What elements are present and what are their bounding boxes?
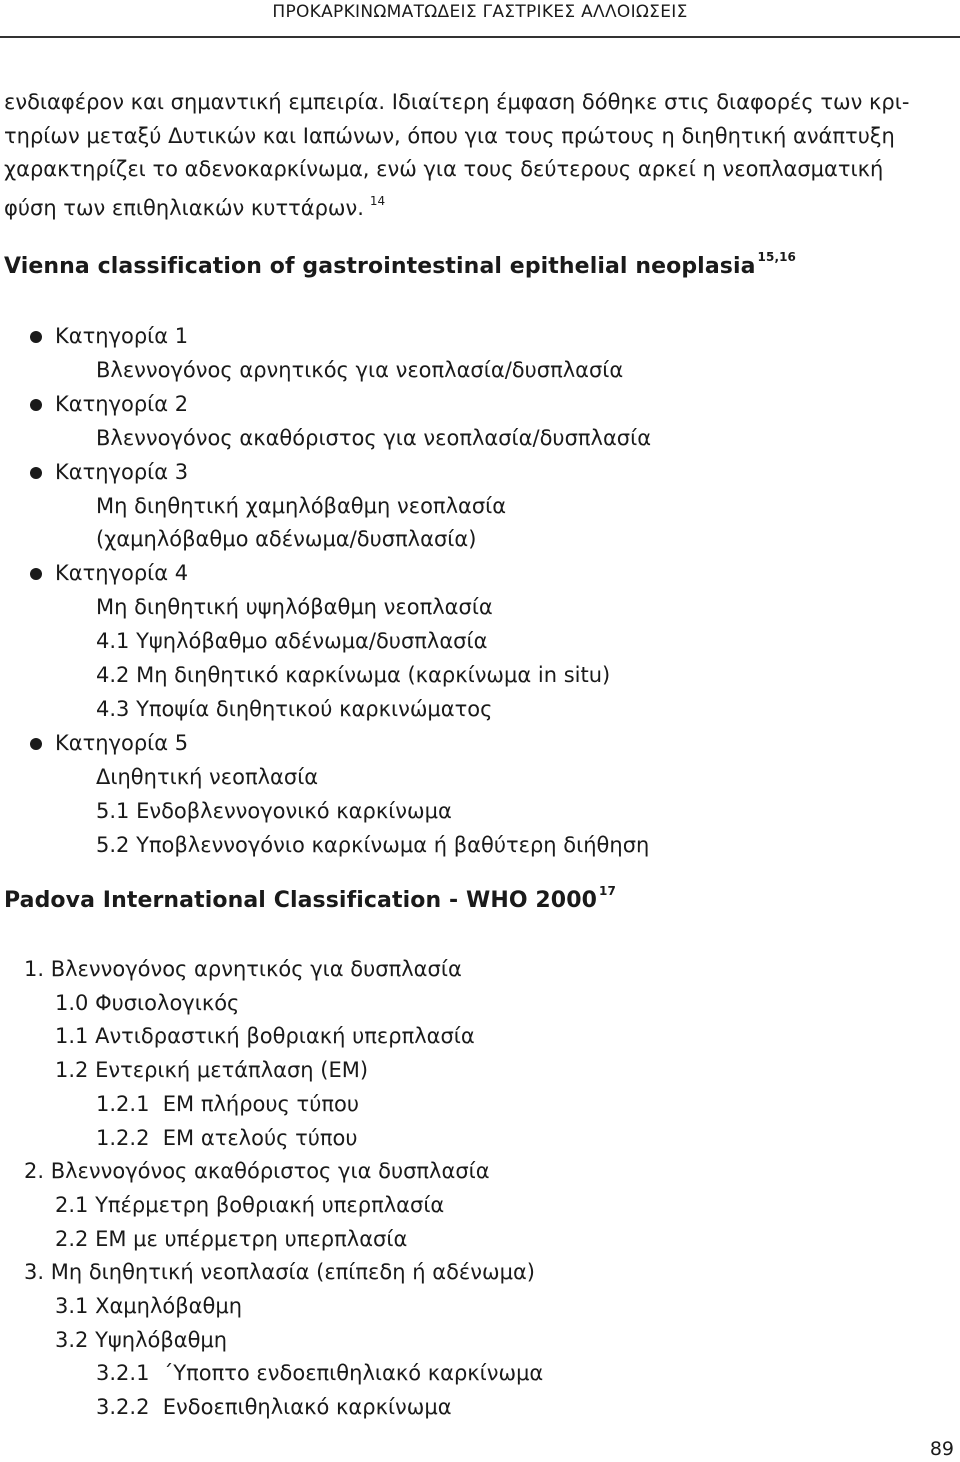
- padova-item-level-2: 1.2.1 ΕΜ πλήρους τύπου: [96, 1091, 359, 1116]
- intro-paragraph: [4, 86, 956, 225]
- vienna-item: 4.3 Υποψία διηθητικού καρκινώματος: [96, 696, 493, 721]
- vienna-category: Κατηγορία 4: [55, 561, 189, 586]
- running-header: ΠΡΟΚΑΡΚΙΝΩΜΑΤΩΔΕΙΣ ΓΑΣΤΡΙΚΕΣ ΑΛΛΟΙΩΣΕΙΣ: [272, 2, 688, 22]
- header-rule: [0, 36, 960, 38]
- vienna-item: 4.2 Μη διηθητικό καρκίνωμα (καρκίνωμα in situ): [96, 663, 611, 687]
- padova-item-level-2: 1.2.2 ΕΜ ατελούς τύπου: [96, 1125, 358, 1150]
- padova-item-level-1: 3.2 Υψηλόβαθμη: [55, 1327, 228, 1352]
- padova-item-level-1: 1.0 Φυσιολογικός: [55, 990, 240, 1015]
- vienna-item: Διηθητική νεοπλασία: [96, 764, 319, 789]
- page-number: 89: [929, 1438, 954, 1460]
- padova-heading: [4, 884, 616, 913]
- padova-item-level-1: 1.2 Εντερική μετάπλαση (ΕΜ): [55, 1058, 369, 1083]
- vienna-heading-text: Vienna classification of gastrointestinal epithelial neoplasia: [4, 254, 756, 279]
- padova-item-level-0: 2. Βλεννογόνος ακαθόριστος για δυσπλασία: [24, 1159, 490, 1184]
- vienna-item: Βλεννογόνος αρνητικός για νεοπλασία/δυσπλασία: [96, 357, 624, 382]
- vienna-heading: [4, 250, 796, 279]
- bullet-icon: [30, 738, 42, 750]
- bullet-icon: [30, 331, 42, 343]
- vienna-category: Κατηγορία 1: [55, 324, 189, 348]
- padova-item-level-2: 3.2.2 Ενδοεπιθηλιακό καρκίνωμα: [96, 1395, 452, 1420]
- intro-reference: 14: [369, 193, 386, 208]
- padova-item-level-1: 1.1 Αντιδραστική βοθριακή υπερπλασία: [55, 1024, 475, 1049]
- padova-item-level-0: 1. Βλεννογόνος αρνητικός για δυσπλασία: [24, 957, 462, 981]
- vienna-item: Μη διηθητική υψηλόβαθμη νεοπλασία: [96, 595, 493, 620]
- vienna-item: 5.1 Ενδοβλεννογονικό καρκίνωμα: [96, 798, 452, 823]
- padova-reference: 17: [599, 884, 616, 898]
- vienna-item: Βλεννογόνος ακαθόριστος για νεοπλασία/δυσπλασία: [96, 425, 652, 450]
- intro-line-text: φύση των επιθηλιακών κυττάρων.: [4, 195, 364, 220]
- vienna-item: 5.2 Υποβλεννογόνιο καρκίνωμα ή βαθύτερη διήθηση: [96, 832, 650, 857]
- padova-item-level-0: 3. Μη διηθητική νεοπλασία (επίπεδη ή αδένωμα): [24, 1260, 535, 1285]
- intro-line: [4, 187, 956, 226]
- bullet-icon: [30, 399, 42, 411]
- padova-item-level-1: 2.1 Υπέρμετρη βοθριακή υπερπλασία: [55, 1192, 445, 1217]
- padova-heading-text: Padova International Classification - WHO 2000: [4, 888, 598, 913]
- vienna-category: Κατηγορία 2: [55, 391, 189, 416]
- vienna-item: 4.1 Υψηλόβαθμο αδένωμα/δυσπλασία: [96, 629, 488, 654]
- padova-item-level-1: 3.1 Χαμηλόβαθμη: [55, 1294, 243, 1318]
- padova-item-level-2: 3.2.1 ΄Υποπτο ενδοεπιθηλιακό καρκίνωμα: [96, 1361, 544, 1386]
- vienna-item: (χαμηλόβαθμο αδένωμα/δυσπλασία): [96, 527, 477, 552]
- intro-line: χαρακτηρίζει το αδενοκαρκίνωμα, ενώ για τους δεύτερους αρκεί η νεοπλασματική: [4, 157, 884, 181]
- intro-line: ενδιαφέρον και σημαντική εμπειρία. Ιδιαίτερη έμφαση δόθηκε στις διαφορές των κρι-: [4, 90, 910, 114]
- bullet-icon: [30, 568, 42, 580]
- vienna-category: Κατηγορία 3: [55, 459, 189, 484]
- vienna-item: Μη διηθητική χαμηλόβαθμη νεοπλασία: [96, 493, 507, 518]
- vienna-reference: 15,16: [757, 250, 797, 264]
- bullet-icon: [30, 467, 42, 479]
- vienna-category: Κατηγορία 5: [55, 730, 189, 755]
- padova-item-level-1: 2.2 ΕΜ με υπέρμετρη υπερπλασία: [55, 1226, 408, 1251]
- intro-line: τηρίων μεταξύ Δυτικών και Ιαπώνων, όπου για τους πρώτους η διηθητική ανάπτυξη: [4, 123, 895, 148]
